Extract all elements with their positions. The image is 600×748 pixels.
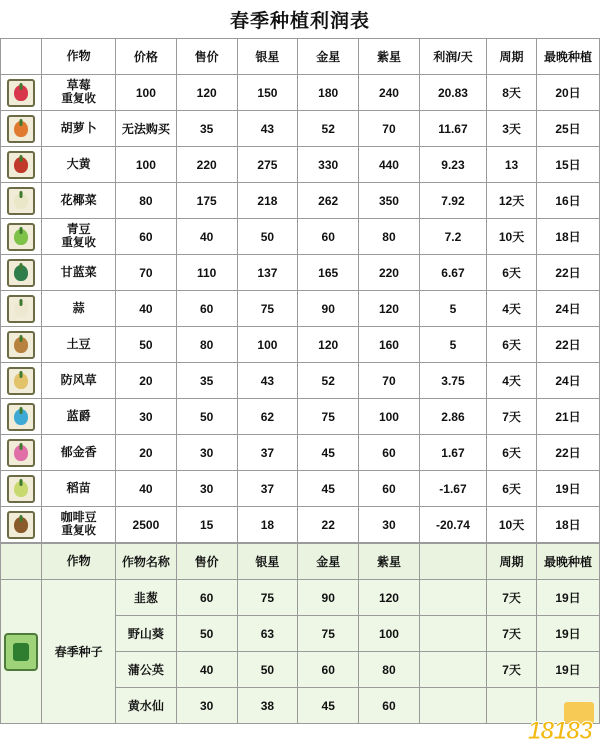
crop-cycle: 6天	[487, 255, 537, 291]
seed-cycle	[487, 688, 537, 724]
crop-purple-price: 60	[359, 471, 420, 507]
parsnip-icon	[7, 367, 35, 395]
crop-sell-price: 175	[176, 183, 237, 219]
crop-sell-price: 220	[176, 147, 237, 183]
crop-icon-cell	[1, 255, 42, 291]
crop-name-cell	[42, 327, 116, 363]
crop-price: 40	[116, 471, 177, 507]
crop-silver-price: 137	[237, 255, 298, 291]
crop-profit-per-day: 2.86	[419, 399, 486, 435]
crop-profit-per-day: 3.75	[419, 363, 486, 399]
crop-silver-price: 275	[237, 147, 298, 183]
table-row	[1, 219, 600, 255]
crop-icon-cell	[1, 435, 42, 471]
crop-silver-price: 43	[237, 363, 298, 399]
crop-cycle: 6天	[487, 471, 537, 507]
rhubarb-icon	[7, 151, 35, 179]
crop-sell-price: 110	[176, 255, 237, 291]
crop-name-cell	[42, 507, 116, 543]
seed-blank-cell	[419, 688, 486, 724]
crop-purple-price: 70	[359, 111, 420, 147]
crop-cycle: 4天	[487, 363, 537, 399]
crop-purple-price: 60	[359, 435, 420, 471]
crop-icon-cell	[1, 399, 42, 435]
crop-name-cell	[42, 111, 116, 147]
kale-icon	[7, 259, 35, 287]
seed-purple-price: 100	[359, 616, 420, 652]
crop-silver-price: 43	[237, 111, 298, 147]
crop-price: 70	[116, 255, 177, 291]
seed-purple-price: 60	[359, 688, 420, 724]
crop-silver-price: 37	[237, 471, 298, 507]
seed-gold-price: 45	[298, 688, 359, 724]
crop-icon-cell	[1, 75, 42, 111]
seed-gold-price: 75	[298, 616, 359, 652]
crop-name: 草莓	[66, 77, 91, 92]
crop-gold-price: 45	[298, 471, 359, 507]
crop-cycle: 10天	[487, 507, 537, 543]
crop-profit-per-day: -1.67	[419, 471, 486, 507]
main-header-cell: 价格	[116, 39, 177, 75]
main-header-cell: 利润/天	[419, 39, 486, 75]
seed-blank-cell	[419, 580, 486, 616]
seed-header-cell: 金星	[298, 544, 359, 580]
crop-price: 100	[116, 147, 177, 183]
crop-cycle: 7天	[487, 399, 537, 435]
crop-name-cell	[42, 147, 116, 183]
table-row	[1, 507, 600, 543]
crop-silver-price: 100	[237, 327, 298, 363]
seed-sell-price: 30	[176, 688, 237, 724]
main-header-cell: 金星	[298, 39, 359, 75]
crop-icon-cell	[1, 363, 42, 399]
crop-price: 40	[116, 291, 177, 327]
seed-sell-price: 50	[176, 616, 237, 652]
crop-silver-price: 62	[237, 399, 298, 435]
seed-header-cell	[419, 544, 486, 580]
crop-profit-per-day: 9.23	[419, 147, 486, 183]
seed-header-cell: 紫星	[359, 544, 420, 580]
seed-crop-name: 野山葵	[116, 616, 177, 652]
crop-price: 100	[116, 75, 177, 111]
crop-gold-price: 330	[298, 147, 359, 183]
seed-latest-plant-day: 19日	[537, 652, 600, 688]
seed-sell-price: 60	[176, 580, 237, 616]
watermark-text: 18183	[527, 717, 592, 745]
seed-header-cell	[1, 544, 42, 580]
table-row	[1, 327, 600, 363]
crop-name-cell	[42, 75, 116, 111]
greenbean-icon	[7, 223, 35, 251]
crop-name: 郁金香	[60, 444, 97, 459]
crop-name: 蒜	[72, 300, 85, 315]
crop-profit-per-day: 5	[419, 327, 486, 363]
crop-gold-price: 120	[298, 327, 359, 363]
seed-sell-price: 40	[176, 652, 237, 688]
crop-price: 80	[116, 183, 177, 219]
table-row	[1, 183, 600, 219]
crop-icon-cell	[1, 219, 42, 255]
main-crop-table	[0, 38, 600, 543]
crop-purple-price: 100	[359, 399, 420, 435]
crop-purple-price: 220	[359, 255, 420, 291]
seed-cycle: 7天	[487, 580, 537, 616]
crop-purple-price: 80	[359, 219, 420, 255]
crop-purple-price: 30	[359, 507, 420, 543]
crop-gold-price: 52	[298, 111, 359, 147]
crop-purple-price: 160	[359, 327, 420, 363]
main-header-cell: 银星	[237, 39, 298, 75]
crop-silver-price: 18	[237, 507, 298, 543]
coffeebean-icon	[7, 511, 35, 539]
crop-icon-cell	[1, 291, 42, 327]
crop-note: 重复收	[61, 236, 96, 249]
crop-name-cell	[42, 435, 116, 471]
crop-purple-price: 350	[359, 183, 420, 219]
table-row	[1, 435, 600, 471]
crop-name: 咖啡豆	[60, 509, 97, 524]
page-title: 春季种植利润表	[229, 11, 370, 32]
crop-profit-per-day: 5	[419, 291, 486, 327]
seed-group-icon-cell	[1, 580, 42, 724]
crop-gold-price: 22	[298, 507, 359, 543]
strawberry-icon	[7, 79, 35, 107]
crop-cycle: 3天	[487, 111, 537, 147]
crop-name-cell	[42, 363, 116, 399]
crop-icon-cell	[1, 147, 42, 183]
table-row	[1, 363, 600, 399]
crop-silver-price: 150	[237, 75, 298, 111]
table-row	[1, 111, 600, 147]
crop-sell-price: 35	[176, 363, 237, 399]
main-header-cell: 周期	[487, 39, 537, 75]
crop-name-cell	[42, 183, 116, 219]
crop-sell-price: 40	[176, 219, 237, 255]
crop-purple-price: 240	[359, 75, 420, 111]
seed-silver-price: 75	[237, 580, 298, 616]
crop-sell-price: 120	[176, 75, 237, 111]
crop-latest-plant-day: 19日	[537, 471, 600, 507]
crop-latest-plant-day: 20日	[537, 75, 600, 111]
crop-latest-plant-day: 18日	[537, 219, 600, 255]
crop-icon-cell	[1, 507, 42, 543]
seed-gold-price: 90	[298, 580, 359, 616]
crop-price: 2500	[116, 507, 177, 543]
crop-sell-price: 15	[176, 507, 237, 543]
crop-sell-price: 30	[176, 471, 237, 507]
seed-header-cell: 售价	[176, 544, 237, 580]
crop-profit-per-day: -20.74	[419, 507, 486, 543]
crop-cycle: 8天	[487, 75, 537, 111]
crop-profit-per-day: 20.83	[419, 75, 486, 111]
crop-latest-plant-day: 24日	[537, 291, 600, 327]
crop-silver-price: 75	[237, 291, 298, 327]
crop-price: 60	[116, 219, 177, 255]
crop-silver-price: 218	[237, 183, 298, 219]
seed-header-cell: 作物名称	[116, 544, 177, 580]
seed-crop-table	[0, 543, 600, 724]
seed-crop-name: 韭葱	[116, 580, 177, 616]
crop-note: 重复收	[61, 92, 96, 105]
crop-price: 无法购买	[116, 111, 177, 147]
crop-gold-price: 262	[298, 183, 359, 219]
seed-blank-cell	[419, 652, 486, 688]
crop-name: 土豆	[66, 336, 91, 351]
crop-latest-plant-day: 24日	[537, 363, 600, 399]
seed-silver-price: 50	[237, 652, 298, 688]
crop-cycle: 10天	[487, 219, 537, 255]
table-row	[1, 255, 600, 291]
crop-latest-plant-day: 21日	[537, 399, 600, 435]
seed-group-label: 春季种子	[42, 580, 116, 724]
crop-latest-plant-day: 25日	[537, 111, 600, 147]
seed-latest-plant-day: 19日	[537, 616, 600, 652]
tulip-icon	[7, 439, 35, 467]
crop-latest-plant-day: 18日	[537, 507, 600, 543]
spring-seeds-icon	[4, 633, 38, 671]
crop-silver-price: 50	[237, 219, 298, 255]
crop-silver-price: 37	[237, 435, 298, 471]
crop-name: 青豆	[66, 221, 91, 236]
crop-cycle: 4天	[487, 291, 537, 327]
crop-purple-price: 70	[359, 363, 420, 399]
table-row	[1, 147, 600, 183]
ricesapling-icon	[7, 475, 35, 503]
main-table-header-row	[1, 39, 600, 75]
seed-purple-price: 120	[359, 580, 420, 616]
crop-name: 大黄	[66, 156, 91, 171]
main-header-cell: 紫星	[359, 39, 420, 75]
table-row	[1, 399, 600, 435]
seed-header-cell: 周期	[487, 544, 537, 580]
crop-name-cell	[42, 399, 116, 435]
seed-crop-name: 黄水仙	[116, 688, 177, 724]
garlic-icon	[7, 295, 35, 323]
crop-latest-plant-day: 22日	[537, 435, 600, 471]
crop-note: 重复收	[61, 524, 96, 537]
crop-profit-per-day: 7.92	[419, 183, 486, 219]
crop-purple-price: 120	[359, 291, 420, 327]
crop-cycle: 6天	[487, 435, 537, 471]
crop-sell-price: 50	[176, 399, 237, 435]
crop-gold-price: 90	[298, 291, 359, 327]
crop-gold-price: 60	[298, 219, 359, 255]
seed-silver-price: 38	[237, 688, 298, 724]
seed-silver-price: 63	[237, 616, 298, 652]
crop-profit-per-day: 6.67	[419, 255, 486, 291]
crop-gold-price: 75	[298, 399, 359, 435]
crop-cycle: 12天	[487, 183, 537, 219]
crop-price: 50	[116, 327, 177, 363]
crop-icon-cell	[1, 183, 42, 219]
main-header-cell: 最晚种植	[537, 39, 600, 75]
table-row	[1, 75, 600, 111]
crop-name: 甘蓝菜	[60, 264, 97, 279]
crop-name-cell	[42, 255, 116, 291]
crop-name: 蓝爵	[66, 408, 91, 423]
bluejazz-icon	[7, 403, 35, 431]
crop-sell-price: 30	[176, 435, 237, 471]
potato-icon	[7, 331, 35, 359]
seed-cycle: 7天	[487, 616, 537, 652]
crop-gold-price: 165	[298, 255, 359, 291]
crop-latest-plant-day: 22日	[537, 255, 600, 291]
seed-latest-plant-day: 19日	[537, 580, 600, 616]
crop-gold-price: 45	[298, 435, 359, 471]
crop-latest-plant-day: 15日	[537, 147, 600, 183]
crop-latest-plant-day: 16日	[537, 183, 600, 219]
crop-icon-cell	[1, 111, 42, 147]
main-header-cell: 售价	[176, 39, 237, 75]
crop-sell-price: 60	[176, 291, 237, 327]
crop-sell-price: 35	[176, 111, 237, 147]
carrot-icon	[7, 115, 35, 143]
crop-latest-plant-day: 22日	[537, 327, 600, 363]
crop-profit-per-day: 1.67	[419, 435, 486, 471]
main-header-cell: 作物	[42, 39, 116, 75]
crop-price: 20	[116, 435, 177, 471]
crop-name: 防风草	[60, 372, 97, 387]
crop-icon-cell	[1, 327, 42, 363]
crop-name: 胡萝卜	[60, 120, 97, 135]
table-row	[1, 471, 600, 507]
crop-gold-price: 180	[298, 75, 359, 111]
main-header-cell	[1, 39, 42, 75]
crop-name: 稻苗	[66, 480, 91, 495]
seed-gold-price: 60	[298, 652, 359, 688]
crop-cycle: 13	[487, 147, 537, 183]
crop-price: 30	[116, 399, 177, 435]
seed-header-cell: 银星	[237, 544, 298, 580]
crop-name-cell	[42, 219, 116, 255]
table-row	[1, 580, 600, 616]
seed-blank-cell	[419, 616, 486, 652]
crop-name-cell	[42, 471, 116, 507]
crop-cycle: 6天	[487, 327, 537, 363]
seed-header-cell: 最晚种植	[537, 544, 600, 580]
crop-name: 花椰菜	[60, 192, 97, 207]
crop-gold-price: 52	[298, 363, 359, 399]
seed-crop-name: 蒲公英	[116, 652, 177, 688]
cauliflower-icon	[7, 187, 35, 215]
seed-table-header-row	[1, 544, 600, 580]
watermark-badge	[564, 702, 594, 724]
crop-purple-price: 440	[359, 147, 420, 183]
crop-price: 20	[116, 363, 177, 399]
seed-header-cell: 作物	[42, 544, 116, 580]
table-row	[1, 291, 600, 327]
crop-icon-cell	[1, 471, 42, 507]
seed-cycle: 7天	[487, 652, 537, 688]
crop-profit-per-day: 11.67	[419, 111, 486, 147]
crop-profit-per-day: 7.2	[419, 219, 486, 255]
crop-name-cell	[42, 291, 116, 327]
seed-purple-price: 80	[359, 652, 420, 688]
crop-sell-price: 80	[176, 327, 237, 363]
